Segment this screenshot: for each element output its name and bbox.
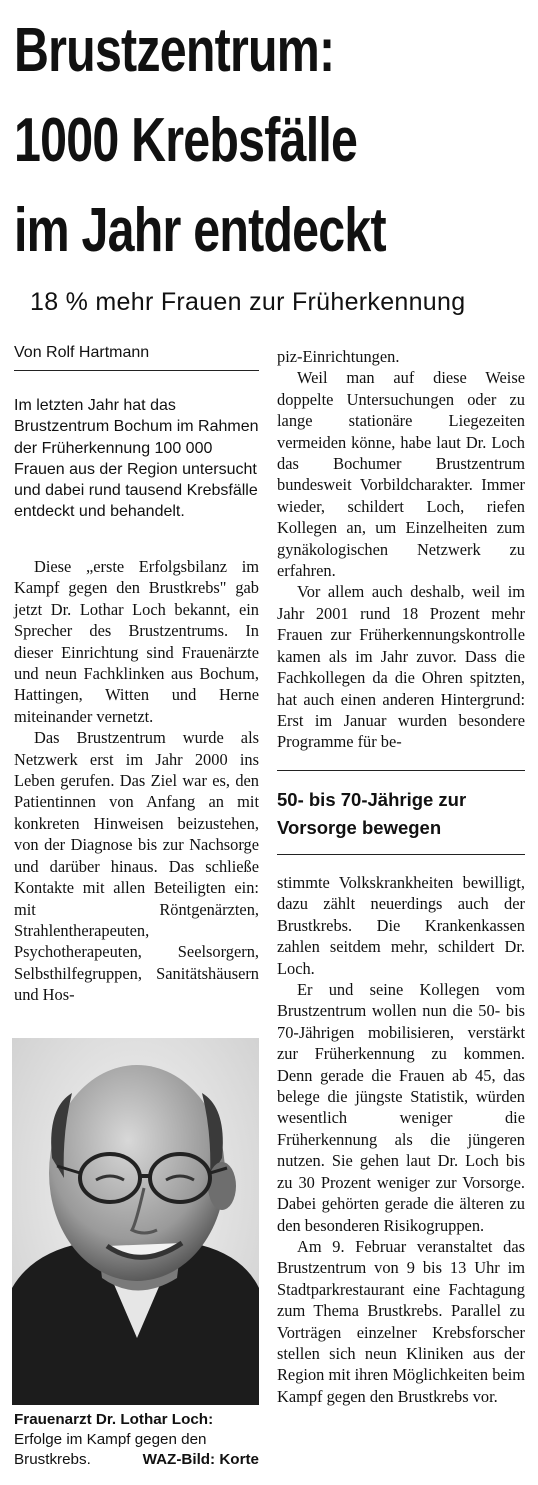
- interhead-rule-top: [277, 770, 525, 771]
- interheadline: 50- bis 70-Jährige zur Vorsorge bewegen: [277, 789, 467, 838]
- caption-name: Frauenarzt Dr. Lothar Loch:: [14, 1411, 214, 1428]
- headline-line-2: 1000 Krebsfälle: [14, 106, 358, 175]
- paragraph: Diese „erste Erfolgsbilanz im Kampf gegen den Brustkrebs" gab jetzt Dr. Lothar Loch bekannt, ein Sprecher des Brustzentrums. In dieser Einrichtung sind Frauenärzte und neun Fachklinken aus Bochum, Hattingen, Witten und Herne miteinander vernetzt.: [14, 557, 259, 726]
- caption-text: Erfolge im Kampf gegen den Brustkrebs.: [14, 1431, 207, 1468]
- right-column-bottom: [277, 872, 525, 1407]
- byline-rule: [14, 370, 259, 371]
- paragraph: piz-Einrichtungen.: [277, 347, 400, 366]
- interhead-rule-bottom: [277, 854, 525, 855]
- paragraph: Am 9. Februar veranstaltet das Brustzentrum von 9 bis 13 Uhr im Stadtparkrestaurant eine Fachtagung zum Thema Brustkrebs. Parallel zu Vorträgen einzelner Krebsforscher stellen sich neun Kliniken aus der Region mit ihren Möglichkeiten beim Kampf gegen den Brustkrebs vor.: [277, 1236, 525, 1406]
- portrait-illustration: [12, 1038, 259, 1405]
- paragraph: Das Brustzentrum wurde als Netzwerk erst im Jahr 2000 ins Leben gerufen. Das Ziel war es, den Patientinnen von Anfang an mit konkreten Hinweisen beizustehen, von der Diagnose bis zur Nachsorge und darüber hinaus. Das schließe Kontakte mit allen Beteiligten ein: mit Röntgenärzten, Strahlentherapeuten, Psychotherapeuten, Seelsorgern, Selbsthilfegruppen, Sanitätshäusern und Hos-: [14, 728, 259, 1005]
- left-column-body: [14, 556, 259, 1006]
- paragraph: Weil man auf diese Weise doppelte Untersuchungen oder zu lange stationäre Liegezeiten vermeiden könne, habe laut Dr. Loch das Bochumer Brustzentrum bundesweit Vorbildcharakter. Immer wieder, schildert Loch, riefen Kollegen an, um Einzelheiten zum gynäkologischen Netzwerk zu erfahren.: [277, 368, 525, 581]
- left-column: [14, 395, 259, 523]
- photo-credit: WAZ-Bild: Korte: [142, 1451, 259, 1468]
- photo-caption: [14, 1410, 259, 1470]
- headline-line-1: Brustzentrum:: [14, 16, 335, 85]
- portrait-photo: [12, 1038, 259, 1405]
- paragraph: Vor allem auch deshalb, weil im Jahr 2001 rund 18 Prozent mehr Frauen zur Früherkennungskontrolle kamen als im Jahr zuvor. Dass die Fachkollegen da die Ohren spitzten, hat auch einen anderen Hintergrund: Erst im Januar wurden besondere Programme für be-: [277, 582, 525, 752]
- subheadline: 18 % mehr Frauen zur Früherkennung: [30, 288, 466, 316]
- headline: [14, 6, 420, 276]
- byline: Von Rolf Hartmann: [14, 344, 150, 361]
- headline-line-3: im Jahr entdeckt: [14, 196, 386, 265]
- lead-paragraph: Im letzten Jahr hat das Brustzentrum Bochum im Rahmen der Früherkennung 100 000 Frauen aus der Region untersucht und dabei rund tausend Krebsfälle entdeckt und behandelt.: [14, 397, 259, 521]
- right-column-top: [277, 346, 525, 753]
- paragraph: stimmte Volkskrankheiten bewilligt, dazu zählt neuerdings auch der Brustkrebs. Die Krankenkassen zahlen seitdem mehr, schildert Dr. Loch.: [277, 873, 525, 978]
- paragraph: Er und seine Kollegen vom Brustzentrum wollen nun die 50- bis 70-Jährigen mobilisieren, verstärkt zur Früherkennung zu kommen. Denn gerade die Frauen ab 45, das belege die jüngste Statistik, würden wesentlich weniger die Früherkennung als die jüngeren nutzen. Sie gehen laut Dr. Loch bis zu 30 Prozent weniger zur Vorsorge. Dabei gehörten gerade die älteren zu den besonderen Risikogruppen.: [277, 980, 525, 1235]
